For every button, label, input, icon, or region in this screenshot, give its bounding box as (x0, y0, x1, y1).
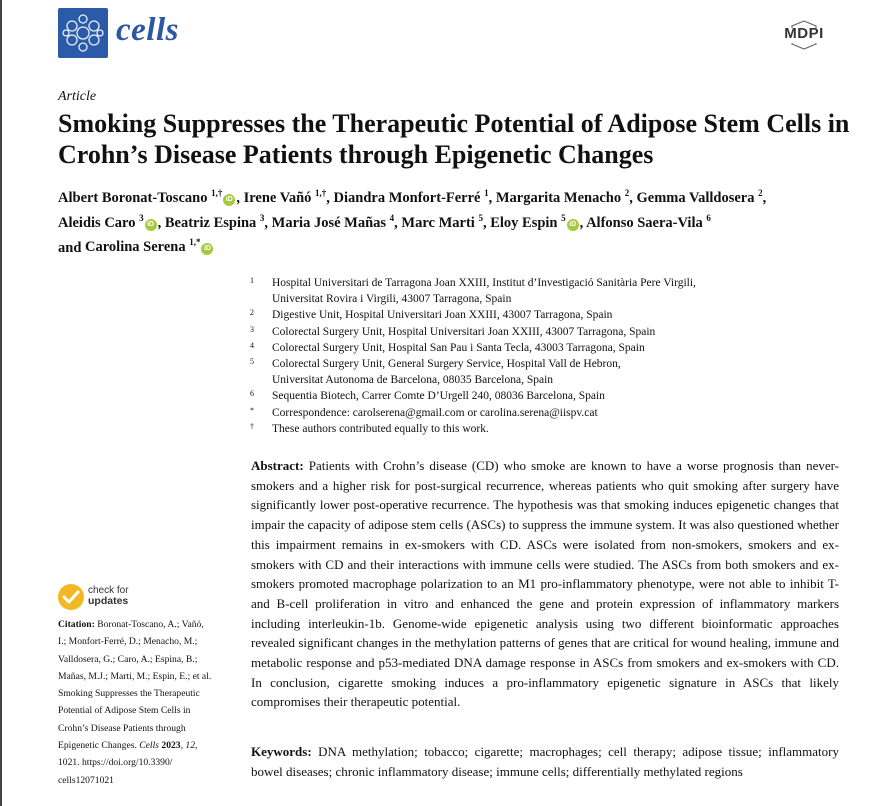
abstract-text: Patients with Crohn’s disease (CD) who smoke are known to have a worse prognosis than never-smokers and a higher risk for post-surgical recurrence, whereas patients who quit smoking after surgery have significantly lower post-operative recurrence. The hypothesis was that smoking induces epigenetic changes that impair the capacity of adipose stem cells (ASCs) to suppress the immune system. It was also questioned whether this impairment remains in ex-smokers with CD. ASCs were isolated from non-smokers, smokers and ex-smokers with CD and their interactions with immune cells were studied. The ASCs from both smokers and ex-smokers promoted macrophage polarization to an M1 pro-inflammatory phenotype, were not able to inhibit T- and B-cell proliferation in vitro and enhanced the gene and protein expression of inflammatory markers including interleukin-1b. Genome-wide epigenetic analysis using two different bioinformatic approaches revealed significant changes in the methylation patterns of genes that are critical for wound healing, immune and metabolic response and p53-mediated DNA damage response in ASCs from smokers and ex-smokers with CD. In conclusion, cigarette smoking induces a pro-inflammatory epigenetic signature in ASCs that likely compromises their therapeutic potential. (251, 458, 840, 710)
citation-line: Boronat-Toscano, A.; Vañó, (97, 619, 204, 630)
citation-line: Potential of Adipose Stem Cells in (58, 705, 191, 717)
author-affiliation-mark: 1 (484, 188, 489, 198)
author-affiliation-mark: 5 (561, 212, 566, 223)
check-for-updates-button[interactable] (88, 585, 129, 607)
citation-line: Crohn’s Disease Patients through (58, 722, 186, 734)
doi-link[interactable]: 1021. https://doi.org/10.3390/ (58, 757, 173, 769)
orcid-icon[interactable]: iD (567, 219, 579, 231)
affiliation-number: 5 (250, 357, 254, 366)
author-name: Marc Marti $^5$ (401, 212, 483, 231)
affiliation-text: These authors contributed equally to this work. (272, 422, 489, 435)
author-name: Margarita Menacho $^2$ (495, 188, 630, 206)
author-affiliation-mark: 2 (758, 188, 763, 198)
paper-title: Smoking Suppresses the Therapeutic Potential of Adipose Stem Cells in Crohn’s Disease Patients through Epigenetic Changes (58, 109, 850, 169)
affiliation-number: 1 (250, 276, 254, 285)
publisher-logo (771, 20, 837, 50)
citation-volume: 12 (185, 740, 195, 752)
affiliation-text: Digestive Unit, Hospital Universitari Joan XXIII, 43007 Tarragona, Spain (272, 309, 613, 322)
author-affiliation-mark: 4 (389, 212, 395, 223)
author-affiliation-mark: 1,* (189, 237, 201, 248)
check-for-updates-line2: updates (88, 595, 129, 607)
journal-name: cells (116, 12, 179, 48)
citation-year: 2023 (161, 740, 181, 752)
orcid-icon[interactable]: iD (201, 243, 213, 255)
citation-label: Citation: (58, 619, 95, 630)
author-list (58, 183, 858, 257)
affiliation-text: Colorectal Surgery Unit, Hospital Universitari Joan XXIII, 43007 Tarragona, Spain (272, 325, 656, 338)
author-line-1: Albert Boronat-Toscano $^{1,\dagger}$iD , Irene Vañó $^{1,\dagger}$, Diandra Monfort-Ferré $^1$, Margarita Menacho $^2$, Gemma Valldosera $^2$, (58, 188, 767, 206)
author-affiliation-mark: 2 (624, 188, 630, 198)
author-affiliation-mark: 1,† (315, 188, 327, 198)
author-name: Maria José Mañas $^4$ (271, 212, 395, 231)
affiliation-number: 4 (250, 340, 254, 350)
check-for-updates-icon[interactable] (57, 583, 85, 611)
author-line-2: Aleidis Caro $^3$iD , Beatriz Espina $^3$, Maria José Mañas $^4$, Marc Marti $^5$, Eloy Espin $^5$iD , Alfonso Saera-Vila $^6$ (58, 212, 711, 231)
citation-line: Valldosera, G.; Caro, A.; Espina, B.; (58, 653, 198, 665)
author-affiliation-mark: 3 (259, 212, 265, 223)
author-name: Alfonso Saera-Vila $^6$ (586, 212, 711, 231)
keywords (251, 742, 839, 781)
author-name: Aleidis Caro $^3$ (58, 212, 144, 231)
citation-journal: Cells (139, 740, 159, 752)
affiliation-number: 6 (250, 389, 254, 399)
author-name: Diandra Monfort-Ferré $^1$ (333, 188, 489, 206)
abstract-label: Abstract: (251, 458, 304, 473)
orcid-icon[interactable]: iD (223, 194, 235, 206)
author-name: Beatriz Espina $^3$ (164, 212, 265, 231)
author-affiliation-mark: 6 (706, 212, 711, 223)
citation-line: Epigenetic Changes. Cells 2023, 12, (58, 740, 198, 752)
citation-line: Mañas, M.J.; Marti, M.; Espin, E.; et al. (58, 670, 212, 682)
orcid-icon[interactable]: iD (145, 219, 157, 231)
affiliation-text: Hospital Universitari de Tarragona Joan XXIII, Institut d’Investigació Sanitària Pere Virgili, (272, 277, 696, 289)
affiliation-text: Colorectal Surgery Unit, General Surgery Service, Hospital Vall de Hebron, (272, 358, 621, 370)
publisher-name: MDPI (784, 25, 824, 42)
author-name: Eloy Espin $^5$ (490, 212, 566, 231)
affiliation-number: 3 (250, 324, 254, 334)
author-name: Gemma Valldosera $^2$ (636, 188, 763, 206)
affiliation-number: * (250, 405, 254, 415)
affiliation-number: 2 (250, 308, 254, 318)
author-name: Carolina Serena $^{1,*}$ (85, 237, 201, 256)
citation-line: Smoking Suppresses the Therapeutic (58, 688, 200, 700)
author-name: Albert Boronat-Toscano $^{1,\dagger}$ (58, 188, 223, 206)
keywords-label: Keywords: (251, 744, 312, 759)
author-conjunction: and (58, 239, 82, 256)
author-name: Irene Vañó $^{1,\dagger}$ (243, 188, 327, 206)
article-type: Article (58, 89, 97, 104)
affiliation-text: Colorectal Surgery Unit, Hospital San Pau i Santa Tecla, 43003 Tarragona, Spain (272, 341, 645, 354)
author-affiliation-mark: 3 (139, 212, 144, 223)
affiliation-text: Sequentia Biotech, Carrer Comte D’Urgell 240, 08036 Barcelona, Spain (272, 390, 605, 403)
journal-logo-icon (58, 8, 108, 58)
check-for-updates-line1: check for (88, 585, 129, 596)
affiliation-number: † (250, 421, 254, 431)
affiliation-text: Correspondence: carolserena@gmail.com or carolina.serena@iispv.cat (272, 406, 598, 419)
affiliation-text: Universitat Autonoma de Barcelona, 08035 Barcelona, Spain (272, 374, 554, 387)
citation-block (58, 616, 238, 789)
author-affiliation-mark: 5 (478, 212, 483, 223)
doi-link[interactable]: cells12071021 (58, 774, 114, 786)
abstract (251, 456, 839, 712)
keywords-text: DNA methylation; tobacco; cigarette; macrophages; cell therapy; adipose tissue; inflammatory bowel diseases; chronic inflammatory disease; immune cells; differentially methylated regions (251, 744, 839, 779)
affiliation-text: Universitat Rovira i Virgili, 43007 Tarragona, Spain (272, 293, 512, 306)
page-edge (0, 0, 2, 806)
author-line-3 (58, 233, 858, 258)
citation-line: I.; Monfort-Ferré, D.; Menacho, M.; (58, 636, 198, 648)
author-affiliation-mark: 1,† (211, 188, 223, 198)
